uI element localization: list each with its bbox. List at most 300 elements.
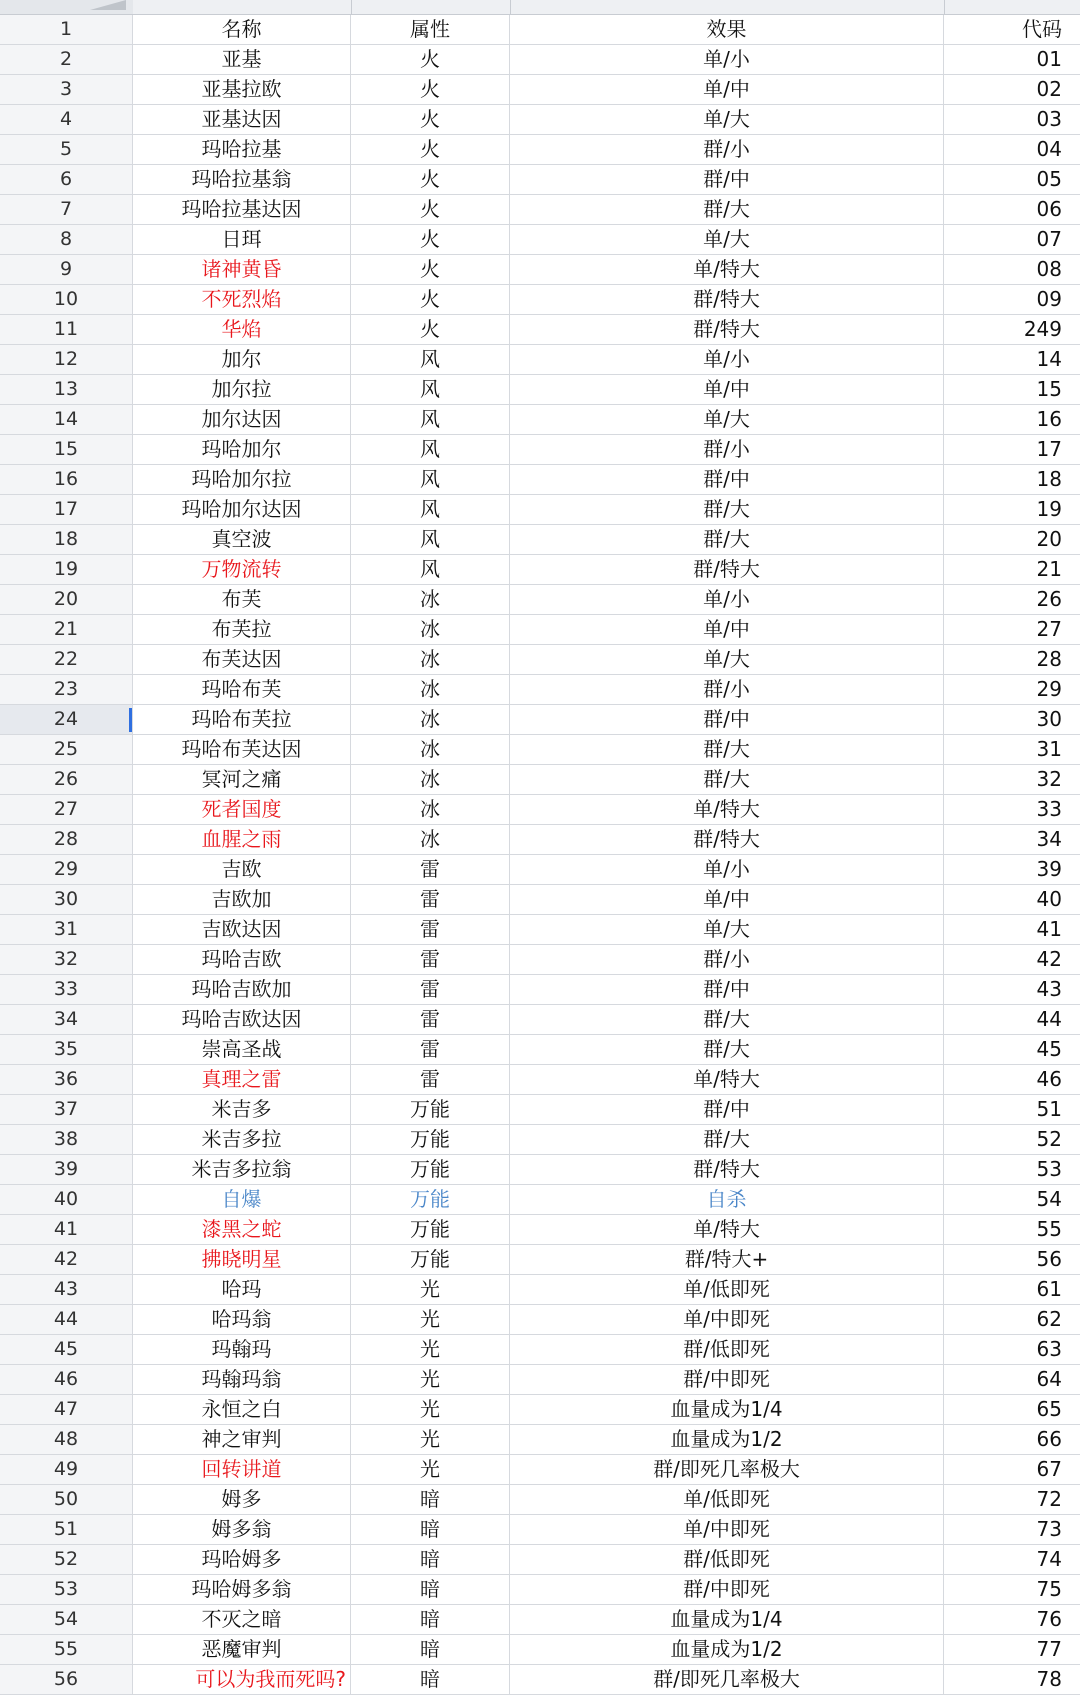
cell-effect[interactable]: 群/即死几率极大: [510, 1665, 944, 1694]
row-number[interactable]: 35: [0, 1035, 133, 1064]
cell-effect[interactable]: 群/大: [510, 1035, 944, 1064]
row-number[interactable]: 14: [0, 405, 133, 434]
cell-effect[interactable]: 群/特大: [510, 285, 944, 314]
cell-name[interactable]: 回转讲道: [133, 1455, 351, 1484]
row-number[interactable]: 23: [0, 675, 133, 704]
column-header-d[interactable]: [944, 0, 1080, 14]
cell-attribute[interactable]: 万能: [351, 1095, 510, 1124]
row-number[interactable]: 28: [0, 825, 133, 854]
cell-effect[interactable]: 单/中: [510, 615, 944, 644]
row-number[interactable]: 33: [0, 975, 133, 1004]
row-number[interactable]: 10: [0, 285, 133, 314]
cell-attribute[interactable]: 风: [351, 435, 510, 464]
table-row: [0, 975, 1080, 1005]
cell-effect[interactable]: 血量成为1/4: [510, 1605, 944, 1634]
cell-effect[interactable]: 单/特大: [510, 795, 944, 824]
row-number[interactable]: 9: [0, 255, 133, 284]
cell-effect[interactable]: 群/低即死: [510, 1545, 944, 1574]
table-row: [0, 465, 1080, 495]
cell-code[interactable]: 15: [1036, 377, 1062, 401]
cell-effect[interactable]: 单/大: [510, 645, 944, 674]
cell-effect[interactable]: 群/大: [510, 1125, 944, 1154]
cell-attribute[interactable]: 雷: [351, 945, 510, 974]
cell-code[interactable]: 32: [1036, 767, 1062, 791]
cell-name[interactable]: 亚基: [133, 45, 351, 74]
cell-code[interactable]: 63: [1036, 1337, 1062, 1361]
cell-code[interactable]: 42: [1036, 947, 1062, 971]
cell-attribute[interactable]: 暗: [351, 1575, 510, 1604]
cell-name[interactable]: 吉欧达因: [133, 915, 351, 944]
cell-code[interactable]: 21: [1036, 557, 1062, 581]
cell-code[interactable]: 67: [1036, 1457, 1062, 1481]
cell-attribute[interactable]: 暗: [351, 1515, 510, 1544]
cell-effect[interactable]: 单/低即死: [510, 1485, 944, 1514]
cell-attribute[interactable]: 光: [351, 1335, 510, 1364]
cell-attribute[interactable]: 火: [351, 255, 510, 284]
cell-effect[interactable]: 单/大: [510, 405, 944, 434]
cell-name[interactable]: 姆多: [133, 1485, 351, 1514]
table-row: [0, 285, 1080, 315]
row-number[interactable]: 31: [0, 915, 133, 944]
cell-code[interactable]: 08: [1036, 257, 1062, 281]
cell-attribute[interactable]: 光: [351, 1395, 510, 1424]
cell-name[interactable]: 加尔拉: [133, 375, 351, 404]
cell-attribute[interactable]: 万能: [351, 1155, 510, 1184]
cell-code[interactable]: 56: [1036, 1247, 1062, 1271]
cell-name[interactable]: 玛哈姆多: [133, 1545, 351, 1574]
cell-code[interactable]: 249: [1023, 317, 1062, 341]
cell-attribute[interactable]: 风: [351, 345, 510, 374]
cell-code[interactable]: 20: [1036, 527, 1062, 551]
cell-attribute[interactable]: 火: [351, 75, 510, 104]
cell-effect[interactable]: 单/小: [510, 45, 944, 74]
cell-effect[interactable]: 效果: [510, 15, 944, 44]
row-number[interactable]: 15: [0, 435, 133, 464]
row-number[interactable]: 34: [0, 1005, 133, 1034]
cell-effect[interactable]: 群/大: [510, 1005, 944, 1034]
cell-code[interactable]: 09: [1036, 287, 1062, 311]
cell-name[interactable]: 崇高圣战: [133, 1035, 351, 1064]
row-number[interactable]: 6: [0, 165, 133, 194]
row-number[interactable]: 51: [0, 1515, 133, 1544]
cell-effect[interactable]: 单/中即死: [510, 1305, 944, 1334]
cell-name[interactable]: 自爆: [133, 1185, 351, 1214]
cell-attribute[interactable]: 暗: [351, 1605, 510, 1634]
cell-code[interactable]: 75: [1036, 1577, 1062, 1601]
cell-name[interactable]: 哈玛翁: [133, 1305, 351, 1334]
cell-code[interactable]: 51: [1036, 1097, 1062, 1121]
cell-effect[interactable]: 群/小: [510, 945, 944, 974]
cell-effect[interactable]: 单/小: [510, 855, 944, 884]
cell-code[interactable]: 33: [1036, 797, 1062, 821]
table-row: [0, 315, 1080, 345]
cell-attribute[interactable]: 冰: [351, 645, 510, 674]
table-row: [0, 1485, 1080, 1515]
cell-effect[interactable]: 群/中即死: [510, 1575, 944, 1604]
cell-code[interactable]: 62: [1036, 1307, 1062, 1331]
row-number[interactable]: 49: [0, 1455, 133, 1484]
cell-effect[interactable]: 群/大: [510, 195, 944, 224]
cell-attribute[interactable]: 冰: [351, 675, 510, 704]
cell-name[interactable]: 拂晓明星: [133, 1245, 351, 1274]
table-row: [0, 1305, 1080, 1335]
row-number[interactable]: 25: [0, 735, 133, 764]
cell-name[interactable]: 布芙拉: [133, 615, 351, 644]
table-row: [0, 1665, 1080, 1695]
cell-code[interactable]: 45: [1036, 1037, 1062, 1061]
cell-code[interactable]: 73: [1036, 1517, 1062, 1541]
cell-code[interactable]: 43: [1036, 977, 1062, 1001]
cell-code[interactable]: 74: [1036, 1547, 1062, 1571]
row-number[interactable]: 54: [0, 1605, 133, 1634]
cell-name[interactable]: 玛哈加尔达因: [133, 495, 351, 524]
cell-attribute[interactable]: 光: [351, 1275, 510, 1304]
table-row: [0, 825, 1080, 855]
cell-name[interactable]: 玛翰玛: [133, 1335, 351, 1364]
cell-code[interactable]: 40: [1036, 887, 1062, 911]
row-number[interactable]: 21: [0, 615, 133, 644]
row-number[interactable]: 2: [0, 45, 133, 74]
cell-name[interactable]: 玛哈布芙拉: [133, 705, 351, 734]
row-number[interactable]: 50: [0, 1485, 133, 1514]
cell-code[interactable]: 39: [1036, 857, 1062, 881]
cell-attribute[interactable]: 火: [351, 195, 510, 224]
row-number[interactable]: 4: [0, 105, 133, 134]
cell-attribute[interactable]: 光: [351, 1425, 510, 1454]
row-number[interactable]: 53: [0, 1575, 133, 1604]
row-number[interactable]: 39: [0, 1155, 133, 1184]
cell-code[interactable]: 07: [1036, 227, 1062, 251]
cell-attribute[interactable]: 暗: [351, 1635, 510, 1664]
cell-code[interactable]: 29: [1036, 677, 1062, 701]
cell-name[interactable]: 名称: [133, 15, 351, 44]
cell-effect[interactable]: 单/大: [510, 225, 944, 254]
cell-effect[interactable]: 群/大: [510, 765, 944, 794]
row-number[interactable]: 8: [0, 225, 133, 254]
cell-attribute[interactable]: 风: [351, 465, 510, 494]
cell-attribute[interactable]: 雷: [351, 1065, 510, 1094]
cell-effect[interactable]: 群/特大: [510, 555, 944, 584]
cell-effect[interactable]: 群/中: [510, 705, 944, 734]
cell-code[interactable]: 01: [1036, 47, 1062, 71]
table-row: [0, 1575, 1080, 1605]
cell-name[interactable]: 血腥之雨: [133, 825, 351, 854]
row-number[interactable]: 55: [0, 1635, 133, 1664]
row-number[interactable]: 42: [0, 1245, 133, 1274]
cell-effect[interactable]: 单/中: [510, 75, 944, 104]
cell-effect[interactable]: 群/中: [510, 975, 944, 1004]
cell-effect[interactable]: 群/小: [510, 135, 944, 164]
cell-name[interactable]: 玛哈布芙: [133, 675, 351, 704]
cell-code[interactable]: 72: [1036, 1487, 1062, 1511]
cell-name[interactable]: 日珥: [133, 225, 351, 254]
cell-effect[interactable]: 群/特大: [510, 1155, 944, 1184]
cell-code[interactable]: 77: [1036, 1637, 1062, 1661]
cell-name[interactable]: 布芙达因: [133, 645, 351, 674]
cell-name[interactable]: 玛哈加尔: [133, 435, 351, 464]
cell-effect[interactable]: 群/特大+: [510, 1245, 944, 1274]
cell-code[interactable]: 19: [1036, 497, 1062, 521]
cell-code[interactable]: 17: [1036, 437, 1062, 461]
cell-attribute[interactable]: 冰: [351, 615, 510, 644]
cell-attribute[interactable]: 光: [351, 1305, 510, 1334]
cell-effect[interactable]: 群/小: [510, 675, 944, 704]
row-number[interactable]: 22: [0, 645, 133, 674]
row-number[interactable]: 56: [0, 1665, 133, 1694]
row-number[interactable]: 41: [0, 1215, 133, 1244]
cell-name[interactable]: 死者国度: [133, 795, 351, 824]
cell-attribute[interactable]: 风: [351, 525, 510, 554]
row-number[interactable]: 32: [0, 945, 133, 974]
cell-attribute[interactable]: 万能: [351, 1125, 510, 1154]
cell-effect[interactable]: 单/中: [510, 375, 944, 404]
cell-attribute[interactable]: 火: [351, 285, 510, 314]
table-row: [0, 1005, 1080, 1035]
row-number[interactable]: 12: [0, 345, 133, 374]
cell-code[interactable]: 41: [1036, 917, 1062, 941]
row-number[interactable]: 52: [0, 1545, 133, 1574]
cell-code[interactable]: 54: [1036, 1187, 1062, 1211]
row-number[interactable]: 29: [0, 855, 133, 884]
cell-attribute[interactable]: 暗: [351, 1665, 510, 1694]
cell-attribute[interactable]: 冰: [351, 585, 510, 614]
cell-attribute[interactable]: 火: [351, 45, 510, 74]
cell-effect[interactable]: 单/特大: [510, 1065, 944, 1094]
row-number[interactable]: 30: [0, 885, 133, 914]
cell-code[interactable]: 78: [1036, 1667, 1062, 1691]
cell-code[interactable]: 06: [1036, 197, 1062, 221]
row-number[interactable]: 24: [0, 705, 133, 734]
row-number[interactable]: 37: [0, 1095, 133, 1124]
row-number[interactable]: 18: [0, 525, 133, 554]
cell-effect[interactable]: 单/大: [510, 915, 944, 944]
cell-code[interactable]: 03: [1036, 107, 1062, 131]
cell-name[interactable]: 真空波: [133, 525, 351, 554]
cell-attribute[interactable]: 雷: [351, 885, 510, 914]
cell-effect[interactable]: 群/大: [510, 735, 944, 764]
cell-attribute[interactable]: 冰: [351, 765, 510, 794]
cell-name[interactable]: 哈玛: [133, 1275, 351, 1304]
cell-attribute[interactable]: 风: [351, 405, 510, 434]
cell-name[interactable]: 亚基拉欧: [133, 75, 351, 104]
cell-code[interactable]: 26: [1036, 587, 1062, 611]
cell-effect[interactable]: 自杀: [510, 1185, 944, 1214]
cell-name[interactable]: 吉欧: [133, 855, 351, 884]
cell-code[interactable]: 55: [1036, 1217, 1062, 1241]
cell-attribute[interactable]: 火: [351, 105, 510, 134]
row-number[interactable]: 45: [0, 1335, 133, 1364]
cell-code[interactable]: 64: [1036, 1367, 1062, 1391]
cell-name[interactable]: 加尔: [133, 345, 351, 374]
cell-name[interactable]: 玛哈吉欧: [133, 945, 351, 974]
cell-name[interactable]: 布芙: [133, 585, 351, 614]
cell-name[interactable]: 玛哈姆多翁: [133, 1575, 351, 1604]
cell-attribute[interactable]: 光: [351, 1365, 510, 1394]
cell-name[interactable]: 可以为我而死吗?: [133, 1665, 351, 1694]
cell-code[interactable]: 代码: [1022, 17, 1062, 41]
column-header-a[interactable]: [133, 0, 352, 14]
cell-code[interactable]: 30: [1036, 707, 1062, 731]
row-number[interactable]: 16: [0, 465, 133, 494]
corner-triangle-icon: [90, 0, 126, 10]
cell-code[interactable]: 02: [1036, 77, 1062, 101]
cell-attribute[interactable]: 火: [351, 165, 510, 194]
cell-name[interactable]: 玛哈拉基达因: [133, 195, 351, 224]
cell-name[interactable]: 万物流转: [133, 555, 351, 584]
cell-name[interactable]: 吉欧加: [133, 885, 351, 914]
cell-effect[interactable]: 单/中: [510, 885, 944, 914]
cell-effect[interactable]: 单/小: [510, 345, 944, 374]
cell-code[interactable]: 28: [1036, 647, 1062, 671]
cell-name[interactable]: 真理之雷: [133, 1065, 351, 1094]
cell-code[interactable]: 61: [1036, 1277, 1062, 1301]
cell-effect[interactable]: 单/特大: [510, 1215, 944, 1244]
row-number[interactable]: 43: [0, 1275, 133, 1304]
cell-name[interactable]: 玛哈拉基: [133, 135, 351, 164]
cell-attribute[interactable]: 暗: [351, 1485, 510, 1514]
cell-name[interactable]: 不死烈焰: [133, 285, 351, 314]
cell-code[interactable]: 66: [1036, 1427, 1062, 1451]
cell-name[interactable]: 神之审判: [133, 1425, 351, 1454]
row-number[interactable]: 44: [0, 1305, 133, 1334]
table-row: [0, 765, 1080, 795]
column-header-c[interactable]: [510, 0, 945, 14]
cell-effect[interactable]: 群/特大: [510, 825, 944, 854]
column-header-b[interactable]: [351, 0, 511, 14]
cell-attribute[interactable]: 属性: [351, 15, 510, 44]
cell-name[interactable]: 玛哈布芙达因: [133, 735, 351, 764]
row-number[interactable]: 20: [0, 585, 133, 614]
cell-code[interactable]: 31: [1036, 737, 1062, 761]
cell-attribute[interactable]: 火: [351, 225, 510, 254]
table-row: [0, 15, 1080, 45]
cell-code[interactable]: 34: [1036, 827, 1062, 851]
cell-effect[interactable]: 血量成为1/2: [510, 1425, 944, 1454]
cell-effect[interactable]: 群/小: [510, 435, 944, 464]
cell-attribute[interactable]: 暗: [351, 1545, 510, 1574]
cell-attribute[interactable]: 冰: [351, 795, 510, 824]
row-number[interactable]: 26: [0, 765, 133, 794]
cell-name[interactable]: 米吉多: [133, 1095, 351, 1124]
cell-attribute[interactable]: 雷: [351, 975, 510, 1004]
row-number[interactable]: 38: [0, 1125, 133, 1154]
cell-name[interactable]: 姆多翁: [133, 1515, 351, 1544]
row-number[interactable]: 27: [0, 795, 133, 824]
cell-attribute[interactable]: 冰: [351, 825, 510, 854]
row-number[interactable]: 13: [0, 375, 133, 404]
row-number[interactable]: 46: [0, 1365, 133, 1394]
cell-code[interactable]: 04: [1036, 137, 1062, 161]
cell-name[interactable]: 不灭之暗: [133, 1605, 351, 1634]
cell-effect[interactable]: 群/中: [510, 1095, 944, 1124]
cell-attribute[interactable]: 雷: [351, 1005, 510, 1034]
row-number[interactable]: 36: [0, 1065, 133, 1094]
cell-code[interactable]: 52: [1036, 1127, 1062, 1151]
cell-name[interactable]: 玛哈拉基翁: [133, 165, 351, 194]
cell-code[interactable]: 65: [1036, 1397, 1062, 1421]
cell-name[interactable]: 加尔达因: [133, 405, 351, 434]
cell-code[interactable]: 27: [1036, 617, 1062, 641]
row-number[interactable]: 1: [0, 15, 133, 44]
row-number[interactable]: 19: [0, 555, 133, 584]
cell-code[interactable]: 76: [1036, 1607, 1062, 1631]
cell-attribute[interactable]: 冰: [351, 705, 510, 734]
cell-attribute[interactable]: 火: [351, 315, 510, 344]
row-number[interactable]: 40: [0, 1185, 133, 1214]
cell-effect[interactable]: 单/小: [510, 585, 944, 614]
cell-effect[interactable]: 单/低即死: [510, 1275, 944, 1304]
cell-name[interactable]: 米吉多拉翁: [133, 1155, 351, 1184]
cell-effect[interactable]: 单/特大: [510, 255, 944, 284]
cell-name[interactable]: 玛哈加尔拉: [133, 465, 351, 494]
cell-effect[interactable]: 群/中即死: [510, 1365, 944, 1394]
cell-name[interactable]: 玛哈吉欧加: [133, 975, 351, 1004]
row-number[interactable]: 17: [0, 495, 133, 524]
cell-code[interactable]: 46: [1036, 1067, 1062, 1091]
cell-effect[interactable]: 单/大: [510, 105, 944, 134]
cell-attribute[interactable]: 光: [351, 1455, 510, 1484]
cell-name[interactable]: 亚基达因: [133, 105, 351, 134]
row-number[interactable]: 7: [0, 195, 133, 224]
row-number[interactable]: 3: [0, 75, 133, 104]
row-number[interactable]: 48: [0, 1425, 133, 1454]
cell-name[interactable]: 米吉多拉: [133, 1125, 351, 1154]
cell-code[interactable]: 16: [1036, 407, 1062, 431]
cell-effect[interactable]: 群/大: [510, 495, 944, 524]
cell-attribute[interactable]: 万能: [351, 1245, 510, 1274]
cell-effect[interactable]: 群/大: [510, 525, 944, 554]
cell-code[interactable]: 14: [1036, 347, 1062, 371]
cell-effect[interactable]: 单/中即死: [510, 1515, 944, 1544]
select-all-corner[interactable]: [0, 0, 133, 14]
cell-name[interactable]: 恶魔审判: [133, 1635, 351, 1664]
cell-attribute[interactable]: 风: [351, 495, 510, 524]
cell-effect[interactable]: 血量成为1/4: [510, 1395, 944, 1424]
cell-attribute[interactable]: 雷: [351, 855, 510, 884]
row-number[interactable]: 47: [0, 1395, 133, 1424]
row-number[interactable]: 5: [0, 135, 133, 164]
cell-effect[interactable]: 血量成为1/2: [510, 1635, 944, 1664]
cell-code[interactable]: 18: [1036, 467, 1062, 491]
cell-effect[interactable]: 群/中: [510, 165, 944, 194]
cell-attribute[interactable]: 万能: [351, 1185, 510, 1214]
cell-effect[interactable]: 群/低即死: [510, 1335, 944, 1364]
cell-effect[interactable]: 群/即死几率极大: [510, 1455, 944, 1484]
cell-name[interactable]: 玛翰玛翁: [133, 1365, 351, 1394]
cell-effect[interactable]: 群/中: [510, 465, 944, 494]
cell-name[interactable]: 冥河之痛: [133, 765, 351, 794]
table-row: [0, 855, 1080, 885]
cell-attribute[interactable]: 万能: [351, 1215, 510, 1244]
cell-attribute[interactable]: 雷: [351, 1035, 510, 1064]
row-number[interactable]: 11: [0, 315, 133, 344]
table-row: [0, 1425, 1080, 1455]
cell-attribute[interactable]: 雷: [351, 915, 510, 944]
cell-name[interactable]: 诸神黄昏: [133, 255, 351, 284]
cell-code[interactable]: 53: [1036, 1157, 1062, 1181]
cell-attribute[interactable]: 风: [351, 375, 510, 404]
cell-code[interactable]: 44: [1036, 1007, 1062, 1031]
cell-code[interactable]: 05: [1036, 167, 1062, 191]
cell-name[interactable]: 华焰: [133, 315, 351, 344]
cell-attribute[interactable]: 火: [351, 135, 510, 164]
cell-name[interactable]: 永恒之白: [133, 1395, 351, 1424]
cell-attribute[interactable]: 冰: [351, 735, 510, 764]
cell-effect[interactable]: 群/特大: [510, 315, 944, 344]
cell-attribute[interactable]: 风: [351, 555, 510, 584]
cell-name[interactable]: 漆黑之蛇: [133, 1215, 351, 1244]
cell-name[interactable]: 玛哈吉欧达因: [133, 1005, 351, 1034]
